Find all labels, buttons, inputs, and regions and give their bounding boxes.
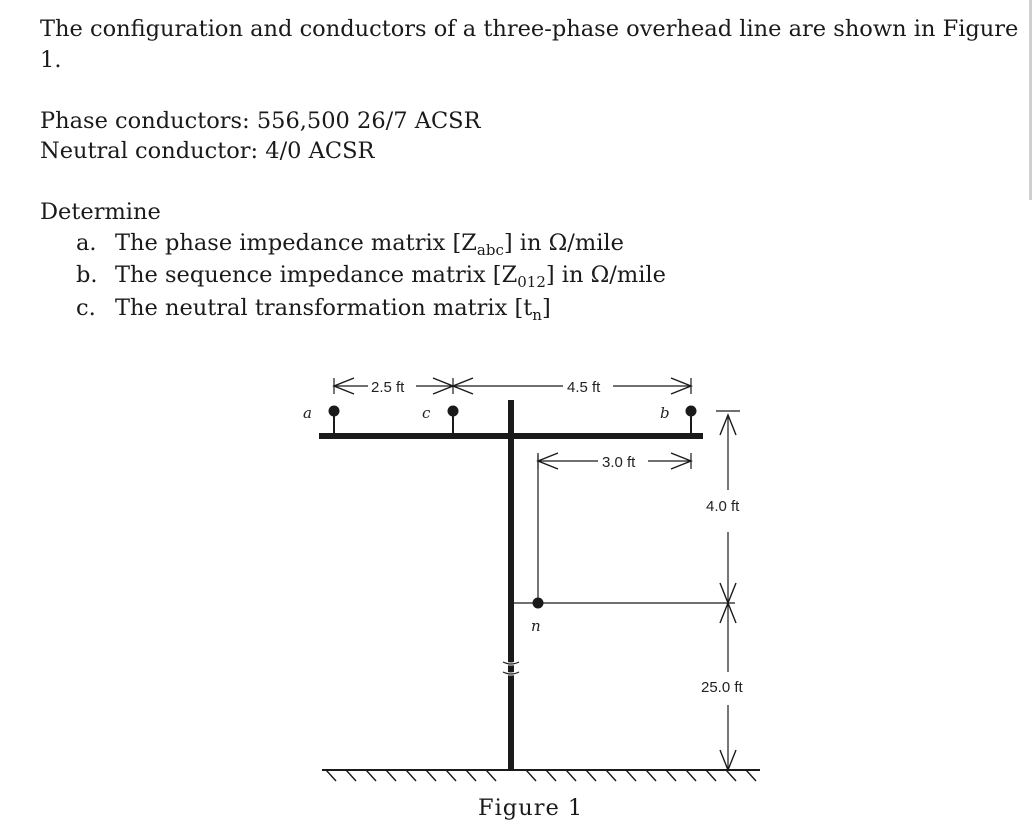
conductor-a	[329, 406, 340, 417]
label-c: c	[422, 404, 431, 422]
label-a: a	[303, 404, 312, 422]
conductor-c	[448, 406, 459, 417]
determine-heading: Determine	[40, 199, 161, 225]
intro-line-1: The configuration and conductors of a three-phase overhead line are shown in Figure	[40, 16, 1019, 42]
list-marker: c.	[76, 294, 96, 321]
list-marker: a.	[76, 229, 97, 256]
list-item: a. The phase impedance matrix $[Z_{abc}]$ in Ω/mile	[76, 229, 624, 259]
dim-vertical-upper-label: 4.0 ft	[706, 498, 740, 515]
dim-cb-label: 4.5 ft	[567, 379, 601, 396]
ground-hatching	[326, 770, 756, 781]
conductor-n	[533, 598, 544, 609]
dim-vertical-lower-label: 25.0 ft	[701, 679, 743, 696]
intro-line-2: 1.	[40, 46, 62, 73]
label-b: b	[660, 404, 670, 422]
list-marker: b.	[76, 262, 98, 288]
figure-caption: Figure 1	[478, 795, 584, 821]
label-n: n	[531, 617, 541, 635]
phase-conductors: Phase conductors: 556,500 26/7 ACSR	[40, 107, 481, 134]
conductor-b	[686, 406, 697, 417]
neutral-conductor: Neutral conductor: 4/0 ACSR	[40, 138, 375, 164]
dim-ac-label: 2.5 ft	[371, 379, 405, 396]
list-item: b. The sequence impedance matrix $[Z_{012}]$ in Ω/mile	[76, 262, 666, 291]
dim-pole-b-label: 3.0 ft	[602, 454, 636, 471]
list-item: c. The neutral transformation matrix $[t_n]$	[76, 294, 551, 324]
